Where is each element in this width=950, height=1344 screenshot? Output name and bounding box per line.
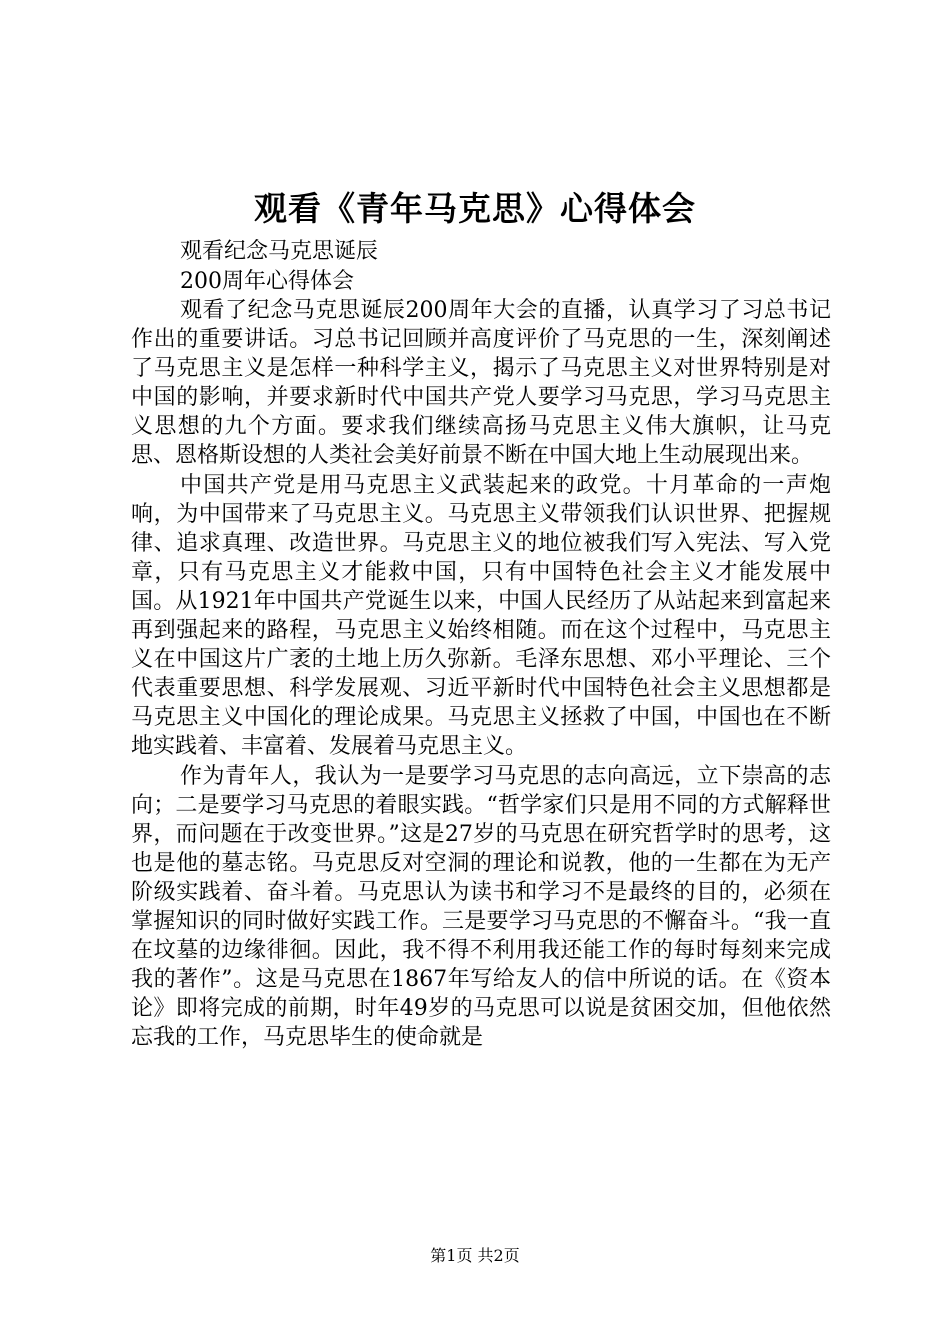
page-footer: 第1页 共2页 bbox=[430, 1246, 520, 1265]
document-body bbox=[131, 296, 831, 1052]
paragraph-2: 中国共产党是用马克思主义武装起来的政党。十月革命的一声炮响，为中国带来了马克思主义。马克思主义带领我们认识世界、把握规律、追求真理、改造世界。马克思主义的地位被我们写入宪法、写入党章，只有马克思主义才能救中国，只有中国特色社会主义才能发展中国。从1921年中国共产党诞生以来，中国人民经历了从站起来到富起来再到强起来的路程，马克思主义始终相随。而在这个过程中，马克思主义在中国这片广袤的土地上历久弥新。毛泽东思想、邓小平理论、三个代表重要思想、科学发展观、习近平新时代中国特色社会主义思想都是马克思主义中国化的理论成果。马克思主义拯救了中国，中国也在不断地实践着、丰富着、发展着马克思主义。 bbox=[131, 472, 831, 760]
paragraph-1: 观看了纪念马克思诞辰200周年大会的直播，认真学习了习总书记作出的重要讲话。习总书记回顾并高度评价了马克思的一生，深刻阐述了马克思主义是怎样一种科学主义，揭示了马克思主义对世界特别是对中国的影响，并要求新时代中国共产党人要学习马克思，学习马克思主义思想的九个方面。要求我们继续高扬马克思主义伟大旗帜，让马克思、恩格斯设想的人类社会美好前景不断在中国大地上生动展现出来。 bbox=[131, 298, 831, 469]
document-title: 观看《青年马克思》心得体会 bbox=[254, 189, 696, 228]
subtitle-line-1: 观看纪念马克思诞辰 bbox=[180, 239, 379, 264]
subtitle-line-2: 200周年心得体会 bbox=[180, 269, 354, 294]
paragraph-3: 作为青年人，我认为一是要学习马克思的志向高远，立下崇高的志向；二是要学习马克思的着眼实践。“哲学家们只是用不同的方式解释世界，而问题在于改变世界。”这是27岁的马克思在研究哲学时的思考，这也是他的墓志铭。马克思反对空洞的理论和说教，他的一生都在为无产阶级实践着、奋斗着。马克思认为读书和学习不是最终的目的，必须在掌握知识的同时做好实践工作。三是要学习马克思的不懈奋斗。“我一直在坟墓的边缘徘徊。因此，我不得不利用我还能工作的每时每刻来完成我的著作”。这是马克思在1867年写给友人的信中所说的话。在《资本论》即将完成的前期，时年49岁的马克思可以说是贫困交加，但他依然忘我的工作，马克思毕生的使命就是 bbox=[131, 763, 831, 1051]
